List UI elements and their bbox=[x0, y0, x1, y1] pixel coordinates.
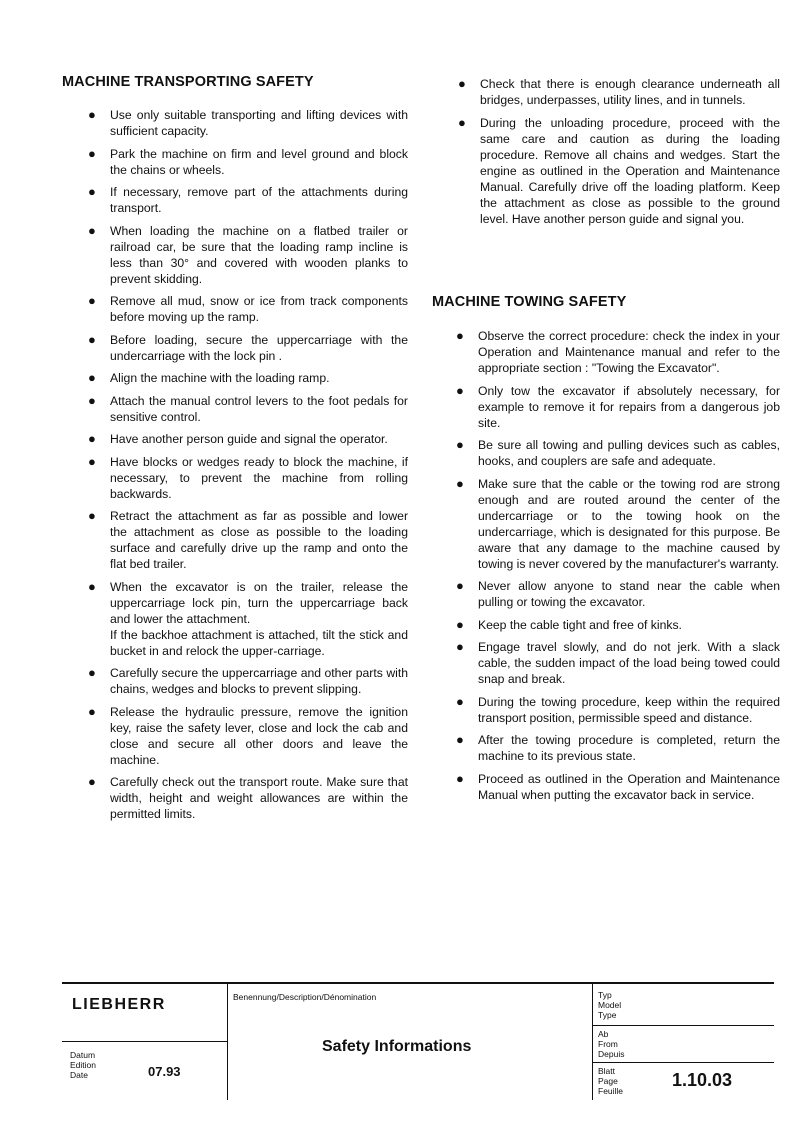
bullet-icon: ● bbox=[456, 693, 464, 709]
bullet-icon: ● bbox=[456, 475, 464, 491]
bullet-icon: ● bbox=[458, 76, 466, 91]
bullet-icon: ● bbox=[88, 665, 96, 680]
date-value: 07.93 bbox=[148, 1064, 181, 1079]
bullet-icon: ● bbox=[88, 431, 96, 446]
list-item: ● Use only suitable transporting and lifting devices with sufficient capacity. bbox=[88, 107, 408, 138]
list-item: ● Observe the correct procedure: check the index in your Operation and Maintenance manual and refer to the appropriate section : "Towing the Excavator". bbox=[456, 328, 780, 375]
document-title: Safety Informations bbox=[322, 1038, 472, 1055]
date-labels: Datum Edition Date bbox=[70, 1050, 96, 1080]
title-block-divider bbox=[227, 982, 228, 1100]
title-block-divider bbox=[592, 982, 593, 1100]
bullet-icon: ● bbox=[456, 639, 464, 654]
bullet-icon: ● bbox=[456, 578, 464, 593]
bullet-icon: ● bbox=[456, 382, 464, 398]
list-item: ● During the unloading procedure, proceed with the same care and caution as during the loading procedure. Remove all chains and wedges. Start the engine as outlined in the Operation and Maintenance Manual. Carefully drive off the loading platform. Keep the attachment as close as possible to the ground level. Have another person guide and signal you. bbox=[458, 114, 780, 226]
bullet-icon: ● bbox=[458, 114, 466, 130]
sheet-number: 1.10.03 bbox=[672, 1070, 733, 1090]
bullet-icon: ● bbox=[456, 732, 464, 747]
bullet-icon: ● bbox=[88, 222, 96, 238]
bullet-icon: ● bbox=[88, 370, 96, 385]
title-block-divider bbox=[592, 1062, 774, 1063]
bullet-icon: ● bbox=[88, 508, 96, 523]
bullet-icon: ● bbox=[88, 184, 96, 199]
list-item: ● Engage travel slowly, and do not jerk. With a slack cable, the sudden impact of the load being towed could snap and break. bbox=[456, 639, 780, 686]
bullet-icon: ● bbox=[456, 328, 464, 343]
list-item: ● Keep the cable tight and free of kinks. bbox=[456, 616, 682, 632]
type-labels: Typ Model Type bbox=[598, 990, 622, 1020]
list-item: ● Retract the attachment as far as possible and lower the attachment as close as possible to the loading surface and carefully drive up the ramp and onto the flat bed trailer. bbox=[88, 508, 408, 571]
description-label: Benennung/Description/Dénomination bbox=[233, 992, 377, 1002]
towing-list bbox=[456, 328, 780, 809]
list-item: ● Attach the manual control levers to the foot pedals for sensitive control. bbox=[88, 392, 408, 424]
list-item: ● Carefully check out the transport route. Make sure that width, height and weight allowances are within the permitted limits. bbox=[88, 774, 408, 821]
list-item: ● During the towing procedure, keep within the required transport position, permissible speed and distance. bbox=[456, 693, 780, 725]
list-item: ● Carefully secure the uppercarriage and other parts with chains, wedges and blocks to prevent slipping. bbox=[88, 665, 408, 696]
list-item: ● Have another person guide and signal the operator. bbox=[88, 431, 388, 446]
bullet-icon: ● bbox=[456, 437, 464, 452]
title-block-top-rule bbox=[62, 982, 774, 984]
transporting-list-continued bbox=[458, 76, 780, 233]
list-item: ● When the excavator is on the trailer, release the uppercarriage lock pin, turn the uppercarriage back and lower the attachment. If the backhoe attachment is attached, tilt the stick and bucket in and relock the upper-carriage. bbox=[88, 578, 408, 658]
list-item-extra: If the backhoe attachment is attached, tilt the stick and bucket in and relock the upper-carriage. bbox=[110, 627, 408, 658]
title-block-divider bbox=[62, 1041, 227, 1042]
list-item: ● Remove all mud, snow or ice from track components before moving up the ramp. bbox=[88, 293, 408, 324]
bullet-icon: ● bbox=[88, 107, 96, 122]
list-item: ● Release the hydraulic pressure, remove the ignition key, raise the safety lever, close and lock the cab and close and secure all other doors and leave the machine. bbox=[88, 703, 408, 767]
title-block bbox=[62, 982, 774, 1100]
from-labels: Ab From Depuis bbox=[598, 1029, 625, 1059]
list-item: ● After the towing procedure is completed, return the machine to its previous state. bbox=[456, 732, 780, 763]
bullet-icon: ● bbox=[88, 331, 96, 347]
brand-logo: LIEBHERR bbox=[72, 996, 166, 1013]
section-heading-transporting: MACHINE TRANSPORTING SAFETY bbox=[62, 74, 314, 90]
list-item: ● Before loading, secure the uppercarriage with the undercarriage with the lock pin . bbox=[88, 331, 408, 363]
bullet-icon: ● bbox=[88, 774, 96, 789]
section-heading-towing: MACHINE TOWING SAFETY bbox=[432, 294, 627, 310]
list-item: ● Have blocks or wedges ready to block the machine, if necessary, to prevent the machine from rolling backwards. bbox=[88, 453, 408, 501]
sheet-labels: Blatt Page Feuille bbox=[598, 1066, 624, 1096]
bullet-icon: ● bbox=[88, 578, 96, 594]
bullet-icon: ● bbox=[456, 770, 464, 786]
list-item: ● Only tow the excavator if absolutely necessary, for example to remove it for repairs from a dangerous job site. bbox=[456, 382, 780, 430]
bullet-icon: ● bbox=[88, 453, 96, 469]
list-item: ● Check that there is enough clearance underneath all bridges, underpasses, utility lines, and in tunnels. bbox=[458, 76, 780, 107]
bullet-icon: ● bbox=[88, 293, 96, 308]
list-item: ● Make sure that the cable or the towing rod are strong enough and are routed around the center of the undercarriage or to the towing hook on the undercarriage, which is designated for this purpose. Be aware that any damage to the machine caused by towing is never covered by the manufacturer's warranty. bbox=[456, 475, 780, 571]
bullet-icon: ● bbox=[88, 392, 96, 408]
list-item: ● Proceed as outlined in the Operation and Maintenance Manual when putting the excavator back in service. bbox=[456, 770, 780, 802]
list-item: ● When loading the machine on a flatbed trailer or railroad car, be sure that the loading ramp incline is less than 30° and covered with wooden planks to prevent skidding. bbox=[88, 222, 408, 286]
bullet-icon: ● bbox=[88, 703, 96, 719]
bullet-icon: ● bbox=[88, 145, 96, 161]
title-block-divider bbox=[592, 1025, 774, 1026]
list-item: ● Park the machine on firm and level ground and block the chains or wheels. bbox=[88, 145, 408, 177]
list-item: ● Never allow anyone to stand near the cable when pulling or towing the excavator. bbox=[456, 578, 780, 609]
bullet-icon: ● bbox=[456, 616, 464, 632]
list-item: ● Align the machine with the loading ramp. bbox=[88, 370, 330, 385]
list-item: ● If necessary, remove part of the attachments during transport. bbox=[88, 184, 408, 215]
list-item: ● Be sure all towing and pulling devices such as cables, hooks, and couplers are safe and adequate. bbox=[456, 437, 780, 468]
transporting-list bbox=[88, 107, 408, 829]
